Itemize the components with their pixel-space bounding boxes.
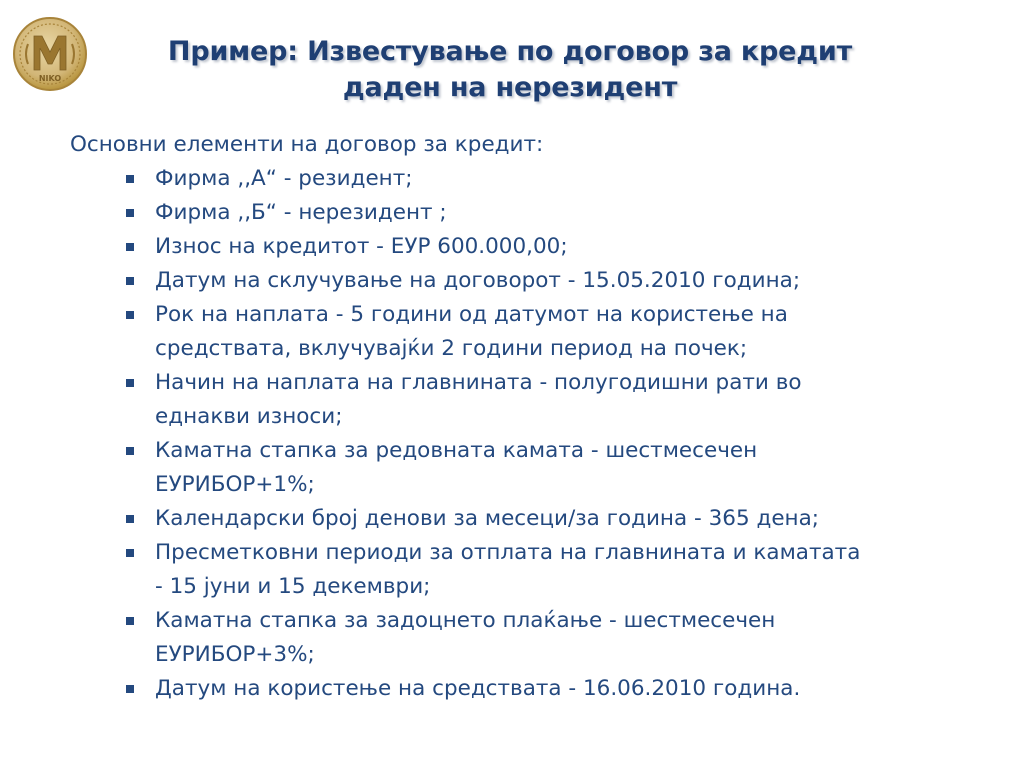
seal-logo [10,14,90,94]
bullet-item-line: еднакви износи; [155,404,343,429]
square-bullet-icon [126,277,134,285]
slide-title [130,34,890,106]
seal-icon [10,14,90,94]
square-bullet-icon [126,379,134,387]
square-bullet-icon [126,447,134,455]
bullet-item-line: ЕУРИБОР+3%; [155,642,315,667]
bullet-item [70,502,990,536]
bullet-item-line: Фирма ,,А“ - резидент; [155,166,413,191]
bullet-item [70,298,990,366]
square-bullet-icon [126,549,134,557]
square-bullet-icon [126,311,134,319]
bullet-item-line: Фирма ,,Б“ - нерезидент ; [155,200,447,225]
square-bullet-icon [126,209,134,217]
square-bullet-icon [126,515,134,523]
bullet-item-line: Пресметковни периоди за отплата на главнината и каматата [155,540,861,565]
square-bullet-icon [126,685,134,693]
seal-text: NIKO [38,74,62,83]
bullet-item [70,366,990,434]
slide-title-line-2: даден на нерезидент [342,72,678,103]
slide-content [70,128,990,706]
bullet-list [70,162,990,706]
bullet-item [70,162,990,196]
square-bullet-icon [126,243,134,251]
intro-text: Основни елементи на договор за кредит: [70,132,544,157]
bullet-item [70,536,990,604]
slide-title-line-1: Пример: Известување по договор за кредит [167,36,853,67]
bullet-item [70,196,990,230]
bullet-item-line: Датум на користење на средствата - 16.06.2010 година. [155,676,801,701]
square-bullet-icon [126,617,134,625]
bullet-item-line: Начин на наплата на главнината - полугодишни рати во [155,370,802,395]
bullet-item-line: Каматна стапка за задоцнето плаќање - шестмесечен [155,608,776,633]
bullet-item-line: Износ на кредитот - ЕУР 600.000,00; [155,234,568,259]
bullet-item-line: ЕУРИБОР+1%; [155,472,315,497]
bullet-item [70,672,990,706]
bullet-item [70,434,990,502]
bullet-item-line: Рок на наплата - 5 години од датумот на користење на [155,302,788,327]
bullet-item-line: Календарски број денови за месеци/за година - 365 дена; [155,506,820,531]
bullet-item [70,604,990,672]
bullet-item-line: Датум на склучување на договорот - 15.05.2010 година; [155,268,801,293]
bullet-item-line: средствата, вклучувајќи 2 години период на почек; [155,336,748,361]
bullet-item [70,230,990,264]
bullet-item-line: Каматна стапка за редовната камата - шестмесечен [155,438,758,463]
bullet-item-line: - 15 јуни и 15 декември; [155,574,431,599]
square-bullet-icon [126,175,134,183]
bullet-item [70,264,990,298]
